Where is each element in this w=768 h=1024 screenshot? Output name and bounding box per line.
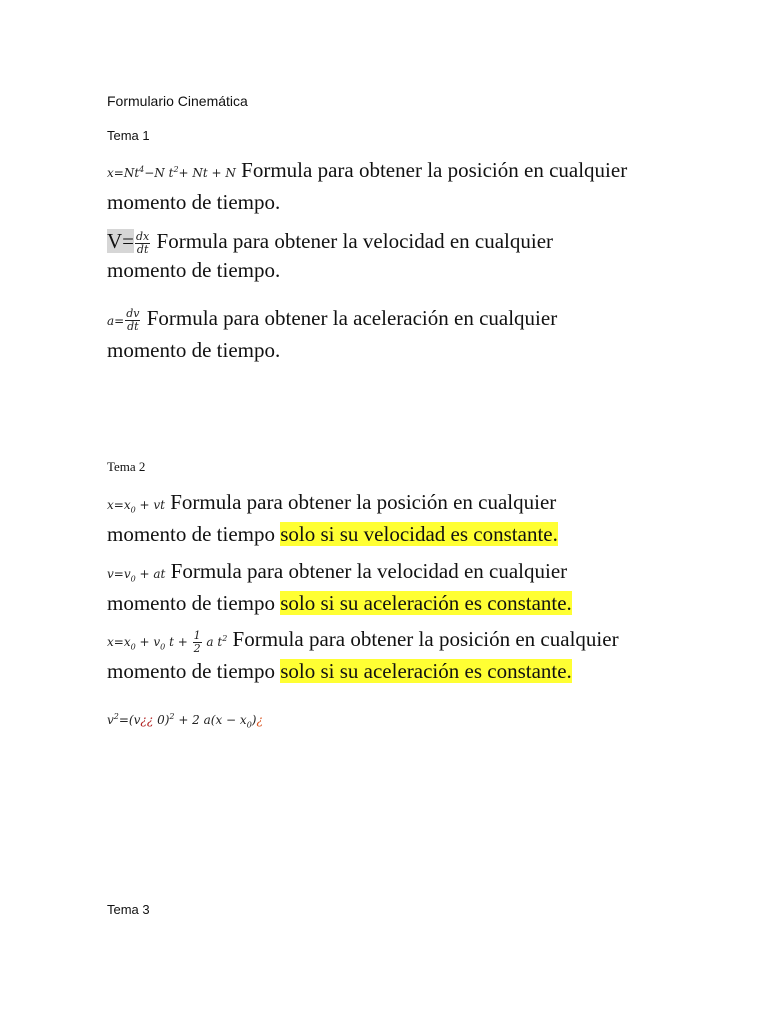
title-part1: Formulario (107, 93, 178, 109)
broken-glyph: ¿ (256, 713, 263, 727)
accelerated-position-formula: $x=x_0 + v_0$ t + $\frac{1}{2}$ a $t^2$ (107, 629, 228, 655)
uniform-velocity-formula: $v=v_0$ + at (107, 567, 166, 584)
formula-description-cont: momento de tiempo (107, 591, 281, 615)
tema1-formula3-block (107, 304, 717, 365)
document-title (107, 93, 248, 109)
highlighted-condition: solo si su velocidad es constante. (280, 522, 558, 546)
formula-description-cont: momento de tiempo. (107, 258, 281, 282)
highlighted-condition: solo si su aceleración es constante. (280, 659, 572, 683)
tema2-formula1-block (107, 488, 717, 549)
broken-glyph: ¿¿ (140, 713, 154, 727)
formula-description: Formula para obtener la velocidad en cualquier (151, 229, 554, 253)
formula-description: Formula para obtener la aceleración en cualquier (141, 306, 558, 330)
acceleration-lhs: a= (107, 314, 125, 328)
tema1-heading: Tema 1 (107, 128, 150, 143)
highlighted-condition: solo si su aceleración es constante. (280, 591, 572, 615)
dx-dt-fraction: $\frac{dx}{dt}$ (136, 229, 150, 256)
tema2-formula3-block (107, 625, 717, 686)
dv-dt-fraction: $\frac{dv}{dt}$ (126, 306, 140, 333)
formula-description-cont: momento de tiempo. (107, 338, 281, 362)
one-half-fraction: $\frac{1}{2}$ (193, 629, 201, 655)
formula-description-cont: momento de tiempo. (107, 190, 281, 214)
torricelli-formula: $v^2=(v¿¿$ 0)$^2$ + 2 $a(x - x_0)¿$ (107, 712, 263, 730)
tema2-formula2-block (107, 557, 717, 618)
tema2-formula4-block (107, 703, 717, 735)
tema3-heading: Tema 3 (107, 902, 150, 917)
tema1-formula1-block (107, 156, 717, 217)
formula-description: Formula para obtener la posición en cualquier (164, 490, 557, 514)
formula-description: Formula para obtener la posición en cualquier (235, 158, 628, 182)
formula-description-cont: momento de tiempo (107, 522, 281, 546)
title-part2: Cinemática (177, 93, 248, 109)
formula-description-cont: momento de tiempo (107, 659, 281, 683)
formula-description: Formula para obtener la posición en cualquier (227, 627, 619, 651)
tema2-heading: Tema 2 (107, 459, 146, 474)
formula-description: Formula para obtener la velocidad en cualquier (165, 559, 568, 583)
tema1-formula2-block (107, 227, 717, 285)
uniform-position-formula: $x=x_0$ + vt (107, 498, 165, 515)
position-formula: $x=Nt^4-N$ $t^2+ Nt + N$ (107, 165, 236, 180)
velocity-lhs: V= (107, 229, 135, 253)
